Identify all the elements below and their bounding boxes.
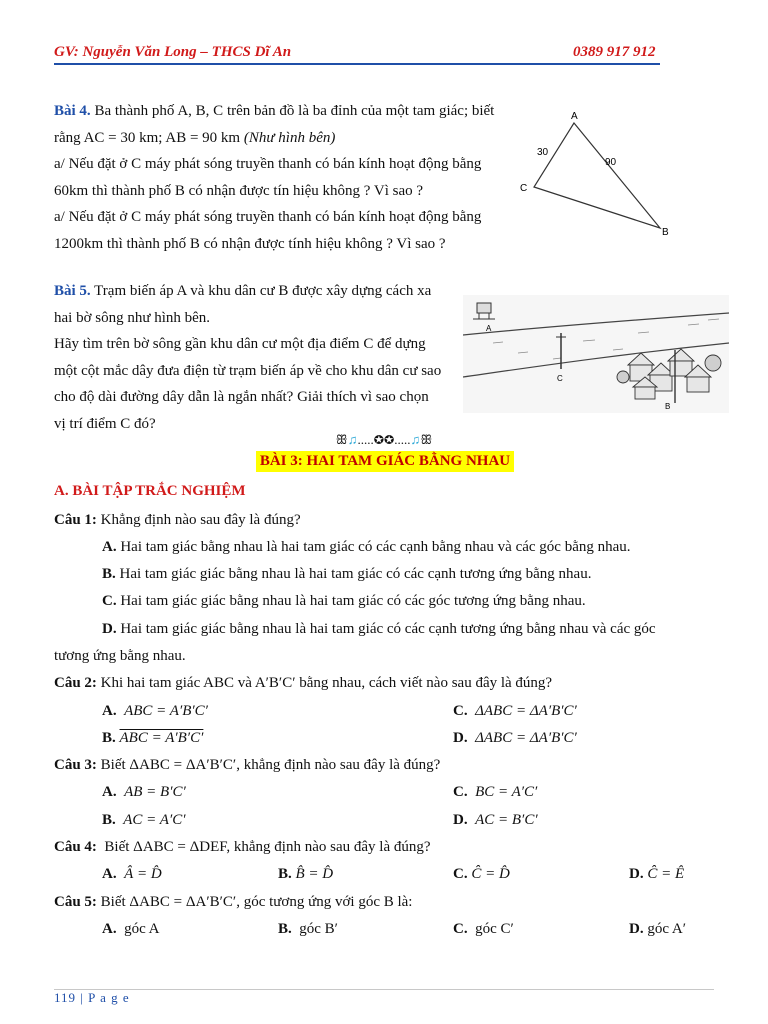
footer-rule	[54, 989, 714, 990]
bai5-line6: vị trí điểm C đó?	[54, 415, 156, 432]
triangle-side-ac: 30	[537, 147, 549, 158]
separator-left: ꕥ	[335, 432, 348, 447]
separator-right: ꕥ	[420, 432, 433, 447]
bai5-line3: Hãy tìm trên bờ sông gần khu dân cư một địa điểm C để dựng	[54, 336, 426, 352]
q4-option-a: A. Â = D̂	[102, 866, 162, 882]
q2-stem: Câu 2: Khi hai tam giác ABC và A′B′C′ bằng nhau, cách viết nào sau đây là đúng?	[54, 675, 553, 691]
bai4-line4: 60km thì thành phố B có nhận được tín hiệu không ? Vì sao ?	[54, 182, 424, 199]
q5-option-b: B. góc B′	[278, 921, 338, 937]
river-label-c: C	[557, 374, 563, 383]
q5-option-c: C. góc C′	[453, 921, 514, 937]
q5-option-d: D. góc A′	[629, 921, 687, 937]
bai5-label: Bài 5.	[54, 283, 91, 299]
triangle-label-a: A	[571, 111, 578, 122]
bai4-label: Bài 4.	[54, 103, 91, 119]
music-note-icon: ♫	[347, 432, 358, 447]
q3-option-b: B. AC = A′C′	[102, 812, 186, 828]
q2-option-d: D. ΔABC = ΔA′B′C′	[453, 730, 577, 746]
q1-option-b: B. Hai tam giác giác bằng nhau là hai tam giác có các cạnh tương ứng bằng nhau.	[102, 566, 592, 582]
separator-dots1: .....	[357, 432, 374, 447]
q4-stem: Câu 4: Biết ΔABC = ΔDEF, khẳng định nào sau đây là đúng?	[54, 839, 431, 855]
header-rule	[54, 63, 660, 65]
bai5-line4: một cột mắc dây đưa điện từ trạm biến áp về cho khu dân cư sao	[54, 362, 442, 379]
triangle-label-b: B	[662, 227, 669, 238]
river-label-a: A	[486, 324, 492, 333]
river-label-b: B	[665, 402, 671, 411]
bai4-line5: a/ Nếu đặt ở C máy phát sóng truyền thanh có bán kính hoạt động bằng	[54, 209, 482, 225]
q2-option-b: B. ABC = A′B′C′	[102, 730, 204, 746]
bai5-line1: Trạm biến áp A và khu dân cư B được xây dựng cách xa	[94, 283, 432, 299]
lesson-title: BÀI 3: HAI TAM GIÁC BẰNG NHAU	[256, 451, 514, 472]
q1-stem	[54, 512, 301, 529]
q4-option-b: B. B̂ = D̂	[278, 866, 334, 882]
triangle-side-ab: 90	[605, 157, 617, 168]
page-word: P a g e	[88, 990, 130, 1005]
bai4-line2-note: (Như hình bên)	[243, 129, 336, 146]
page-footer: 119 | P a g e	[54, 990, 130, 1005]
header-phone: 0389 917 912	[573, 44, 656, 60]
q1-option-d: D. Hai tam giác giác bằng nhau là hai tam giác có các cạnh tương ứng bằng nhau và các góc	[102, 621, 656, 637]
bai4-line1: Ba thành phố A, B, C trên bản đồ là ba đỉnh của một tam giác; biết	[94, 103, 495, 119]
header-author: GV: Nguyễn Văn Long – THCS Dĩ An	[54, 44, 292, 60]
q3-option-d: D. AC = B′C′	[453, 812, 538, 828]
q1-label: Câu 1:	[54, 512, 97, 528]
bai4-line6: 1200km thì thành phố B có nhận được tính hiệu không ? Vì sao ?	[54, 235, 446, 252]
q5-option-a: A. góc A	[102, 921, 160, 937]
q1-text: Khẳng định nào sau đây là đúng?	[100, 512, 301, 528]
q4-option-d: D. Ĉ = Ê	[629, 866, 685, 882]
q4-option-c: C. Ĉ = D̂	[453, 866, 510, 882]
q3-option-c: C. BC = A′C′	[453, 784, 538, 800]
triangle-label-c: C	[520, 183, 528, 194]
triangle-figure	[512, 105, 712, 240]
bai5-line2: hai bờ sông như hình bên.	[54, 309, 211, 326]
section-heading: A. BÀI TẬP TRẮC NGHIỆM	[54, 483, 246, 499]
q2-option-a: A. ABC = A′B′C′	[102, 703, 208, 719]
page-number: 119	[54, 990, 77, 1005]
music-note-icon: ♫	[410, 432, 421, 447]
bai4-line2: rằng AC = 30 km; AB = 90 km	[54, 129, 241, 146]
q3-stem: Câu 3: Biết ΔABC = ΔA′B′C′, khẳng định nào sau đây là đúng?	[54, 757, 441, 773]
decorative-separator	[0, 432, 768, 448]
q1-option-c: C. Hai tam giác giác bằng nhau là hai tam giác có các góc tương ứng bằng nhau.	[102, 593, 586, 609]
triangle-shape	[534, 123, 660, 228]
q5-stem: Câu 5: Biết ΔABC = ΔA′B′C′, góc tương ứng với góc B là:	[54, 894, 413, 910]
separator-stars: ✪✪	[373, 432, 395, 447]
river-figure	[463, 295, 729, 413]
separator-dots2: .....	[394, 432, 411, 447]
q1-option-a: A. Hai tam giác bằng nhau là hai tam giác có các cạnh bằng nhau và các góc bằng nhau.	[102, 539, 631, 555]
bai5-block	[54, 278, 454, 437]
q1-option-d-cont: tương ứng bằng nhau.	[54, 648, 186, 664]
bai4-block	[54, 98, 514, 257]
bai4-line3: a/ Nếu đặt ở C máy phát sóng truyền thanh có bán kính hoạt động bằng	[54, 156, 482, 172]
q2-option-c: C. ΔABC = ΔA′B′C′	[453, 703, 577, 719]
q3-option-a: A. AB = B′C′	[102, 784, 186, 800]
bai5-line5: cho độ dài đường dây dẫn là ngắn nhất? Giải thích vì sao chọn	[54, 389, 429, 405]
